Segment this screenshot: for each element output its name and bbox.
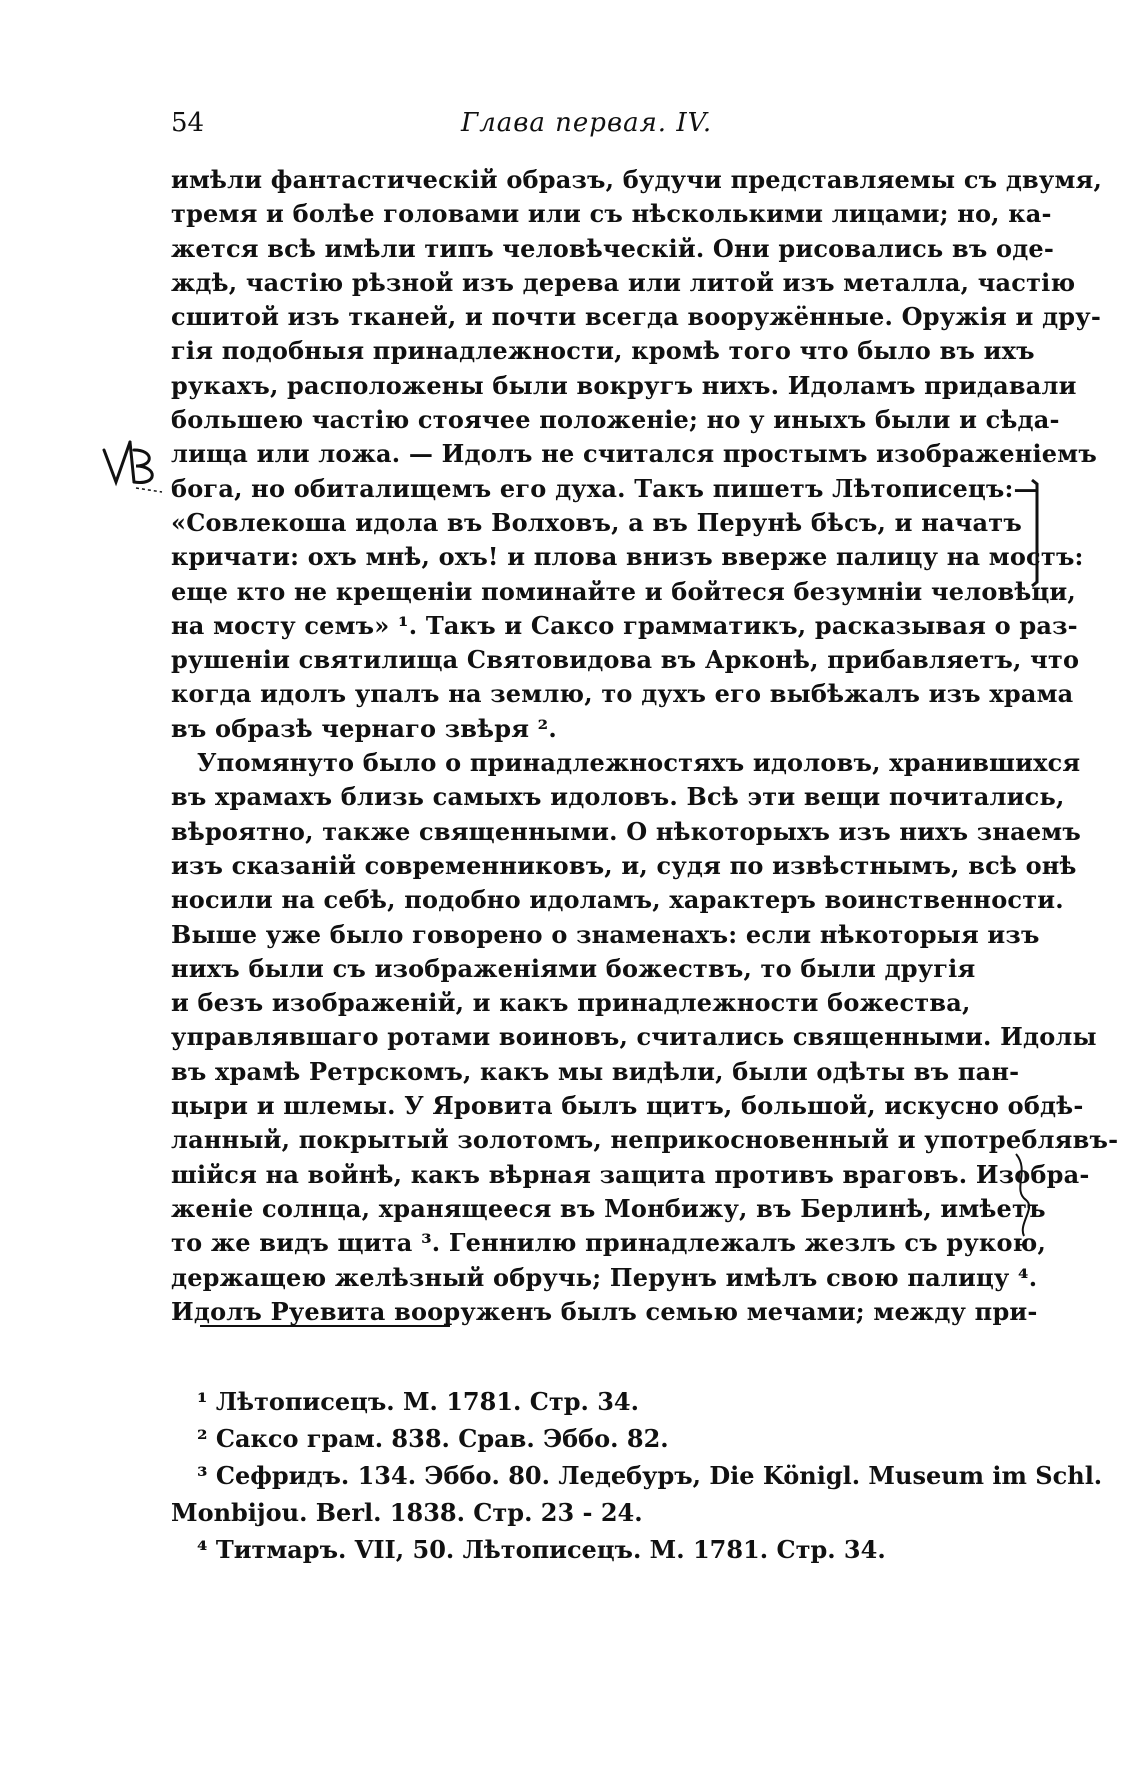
footnotes [171,1383,1103,1568]
footnote-text: Monbijou. Berl. 1838. Стр. 23 - 24. [171,1498,643,1527]
footnote [171,1383,1031,1420]
footnote [171,1457,1103,1494]
footnote [171,1531,1031,1568]
text-line: нихъ были съ изображеніями божествъ, то были другія [171,953,976,983]
text-line: большею частію стоячее положеніе; но у иныхъ были и сѣда- [171,405,1060,435]
text-line: гія подобныя принадлежности, кромѣ того что было въ ихъ [171,336,1035,366]
page-header [171,108,981,148]
text-line: сшитой изъ тканей, и почти всегда вооружённые. Оружія и дру- [171,302,1101,332]
text-line: въ храмахъ близь самыхъ идоловъ. Всѣ эти вещи почитались, [171,782,1065,812]
footnote-text: Лѣтописецъ. М. 1781. Стр. 34. [215,1387,639,1416]
footnote-mark: ³ [197,1461,216,1490]
text-line: жется всѣ имѣли типъ человѣческій. Они рисовались въ оде- [171,233,1055,263]
text-line: имѣли фантастическій образъ, будучи представляемы съ двумя, [171,165,1103,194]
text-line: то же видъ щита ³. Геннилю принадлежалъ жезлъ съ рукою, [171,1228,1047,1258]
text-line: носили на себѣ, подобно идоламъ, характеръ воинственности. [171,885,1064,915]
text-line: бога, но обиталищемъ его духа. Такъ пишетъ Лѣтописецъ:— [171,473,1038,503]
text-line: рукахъ, расположены были вокругъ нихъ. Идоламъ придавали [171,370,1077,400]
text-line: еще кто не крещеніи поминайте и бойтеся безумніи человѣци, [171,576,1076,606]
text-line: шійся на войнѣ, какъ вѣрная защита противъ враговъ. Изобра- [171,1159,1090,1189]
footnote-mark: ⁴ [197,1535,216,1564]
body-text [171,163,1119,1329]
text-line: въ образѣ чернаго звѣря ². [171,713,557,743]
text-line: тремя и болѣе головами или съ нѣсколькими лицами; но, ка- [171,199,1052,229]
text-line: ждѣ, частію рѣзной изъ дерева или литой изъ металла, частію [171,267,1076,297]
text-line: Выше уже было говорено о знаменахъ: если нѣкоторыя изъ [171,919,1040,949]
text-line: женіе солнца, хранящееся въ Монбижу, въ Берлинѣ, имѣетъ [171,1193,1046,1223]
footnote-separator [200,1325,450,1327]
text-line: на мосту семъ» ¹. Такъ и Саксо грамматикъ, расказывая о раз- [171,610,1078,640]
text-line: Идолъ Руевита вооруженъ былъ семью мечами; между при- [171,1296,1038,1326]
footnote-text: Саксо грам. 838. Срав. Эббо. 82. [215,1424,669,1453]
footnote-text: Титмаръ. VII, 50. Лѣтописецъ. М. 1781. Стр. 34. [215,1535,886,1564]
footnote-mark: ² [197,1424,216,1453]
text-line: когда идолъ упалъ на землю, то духъ его выбѣжалъ изъ храма [171,679,1074,709]
text-line: управлявшаго ротами воиновъ, считались священными. Идолы [171,1022,1097,1052]
handwritten-margin-mark [96,430,166,500]
text-line: кричати: охъ мнѣ, охъ! и плова внизъ вверже палицу на мостъ: [171,542,1084,572]
text-line: цыри и шлемы. У Яровита былъ щитъ, большой, искусно обдѣ- [171,1091,1084,1121]
text-line: рушеніи святилища Святовидова въ Арконѣ, прибавляетъ, что [171,645,1080,675]
text-line: «Совлекоша идола въ Волховъ, а въ Перунѣ бѣсъ, и начатъ [171,507,1022,537]
running-head: Глава первая. IV. [461,108,713,138]
footnote [171,1420,1031,1457]
text-line: ланный, покрытый золотомъ, неприкосновенный и употреблявъ- [171,1125,1119,1155]
text-line: и безъ изображеній, и какъ принадлежности божества, [171,988,971,1018]
text-line: лища или ложа. — Идолъ не считался простымъ изображеніемъ [171,439,1097,469]
footnote-text: Сефридъ. 134. Эббо. 80. Ледебуръ, Die Königl. Museum im Schl. [215,1461,1103,1490]
text-line: вѣроятно, также священными. О нѣкоторыхъ изъ нихъ знаемъ [171,816,1081,846]
text-line: въ храмѣ Ретрскомъ, какъ мы видѣли, были одѣты въ пан- [171,1056,1020,1086]
footnote [171,1494,1031,1531]
page-number: 54 [171,108,205,138]
text-line: держащею желѣзный обручь; Перунъ имѣлъ свою палицу ⁴. [171,1262,1038,1292]
text-line: Упомянуто было о принадлежностяхъ идоловъ, хранившихся [197,748,1081,778]
footnote-mark: ¹ [197,1387,216,1416]
text-line: изъ сказаній современниковъ, и, судя по извѣстнымъ, всѣ онѣ [171,850,1077,880]
